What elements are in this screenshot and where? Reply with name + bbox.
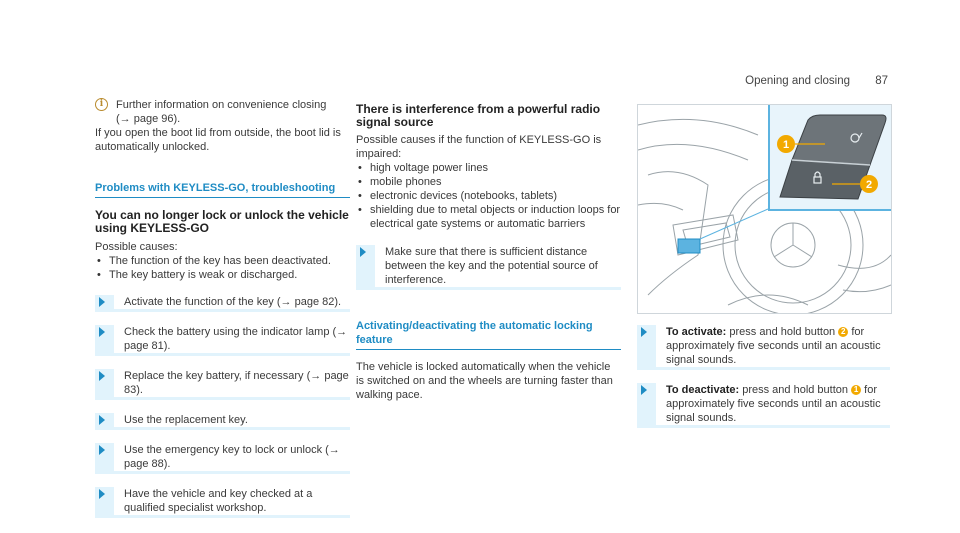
list-item: • electronic devices (notebooks, tablets) (356, 189, 621, 203)
step-activate (637, 325, 890, 370)
subtitle-no-lock: You can no longer lock or unlock the vehicle using KEYLESS-GO (95, 208, 349, 235)
deactivate-label: To deactivate: (666, 384, 740, 396)
step-arrow-icon (99, 445, 105, 455)
activate-text-a: press and hold button (729, 326, 836, 338)
section-title-troubleshooting: Problems with KEYLESS-GO, troubleshooting (95, 181, 350, 198)
auto-lock-body: The vehicle is locked automatically when the vehicle is switched on and the wheels are turning faster than walking pace. (356, 361, 613, 401)
column-right (637, 325, 890, 428)
step-arrow-icon (360, 247, 366, 257)
activate-text-b: for approximately five seconds until an acoustic signal sounds. (666, 326, 881, 366)
column-middle (356, 98, 621, 402)
intro-text: If you open the boot lid from outside, the boot lid is automatically unlocked. (95, 127, 341, 153)
step-deactivate (637, 383, 890, 428)
step-text: Make sure that there is sufficient distance between the key and the potential source of interference. (375, 245, 621, 287)
dashboard-illustration (637, 104, 892, 314)
button-1-badge: 1 (851, 385, 861, 395)
step (95, 325, 350, 356)
step-arrow-icon (99, 371, 105, 381)
lock-buttons-drawing (770, 105, 892, 209)
causes-list (95, 254, 350, 282)
step (95, 369, 350, 400)
subtitle-interference: There is interference from a powerful radio signal source (356, 102, 601, 129)
step-arrow-icon (99, 297, 105, 307)
step-text: Replace the key battery, if necessary (→ page 83). (114, 369, 350, 397)
step (95, 295, 350, 312)
callout-2-label: 2 (865, 179, 873, 191)
deactivate-text-a: press and hold button (742, 384, 849, 396)
step-text: Activate the function of the key (→ page 82). (114, 295, 350, 309)
info-note (95, 98, 350, 126)
step-text (656, 383, 890, 425)
step-arrow-icon (99, 489, 105, 499)
column-left (95, 98, 350, 518)
step-arrow-icon (99, 327, 105, 337)
section-header: Opening and closing (745, 75, 850, 87)
list-item: • The function of the key has been deactivated. (95, 254, 350, 268)
step (95, 443, 350, 474)
interference-causes (356, 161, 621, 231)
list-item: • mobile phones (356, 175, 621, 189)
section-title-auto-lock: Activating/deactivating the automatic locking feature (356, 319, 621, 350)
step-arrow-icon (641, 327, 647, 337)
step-arrow-icon (641, 385, 647, 395)
list-item: • The key battery is weak or discharged. (95, 268, 350, 282)
step (95, 487, 350, 518)
info-icon: i (95, 98, 108, 111)
causes-label: Possible causes: (95, 241, 178, 253)
deactivate-text-b: for approximately five seconds until an acoustic signal sounds. (666, 384, 881, 424)
step-text (656, 325, 890, 367)
step-text: Use the emergency key to lock or unlock (→ page 88). (114, 443, 350, 471)
info-ref: (→ page 96). (116, 113, 181, 125)
list-item: • shielding due to metal objects or induction loops for electrical gate systems or automatic barriers (356, 203, 621, 231)
list-item: • high voltage power lines (356, 161, 621, 175)
step-text: Use the replacement key. (114, 413, 350, 427)
step (95, 413, 350, 430)
step-text: Check the battery using the indicator lamp (→ page 81). (114, 325, 350, 353)
button-2-badge: 2 (838, 327, 848, 337)
activate-label: To activate: (666, 326, 727, 338)
step-arrow-icon (99, 415, 105, 425)
button-inset (768, 105, 892, 211)
info-text: Further information on convenience closing (116, 99, 327, 111)
step-text: Have the vehicle and key checked at a qualified specialist workshop. (114, 487, 350, 515)
callout-1-label: 1 (782, 139, 790, 151)
step (356, 245, 621, 290)
interference-intro: Possible causes if the function of KEYLESS-GO is impaired: (356, 134, 602, 160)
page-number: 87 (875, 75, 888, 87)
